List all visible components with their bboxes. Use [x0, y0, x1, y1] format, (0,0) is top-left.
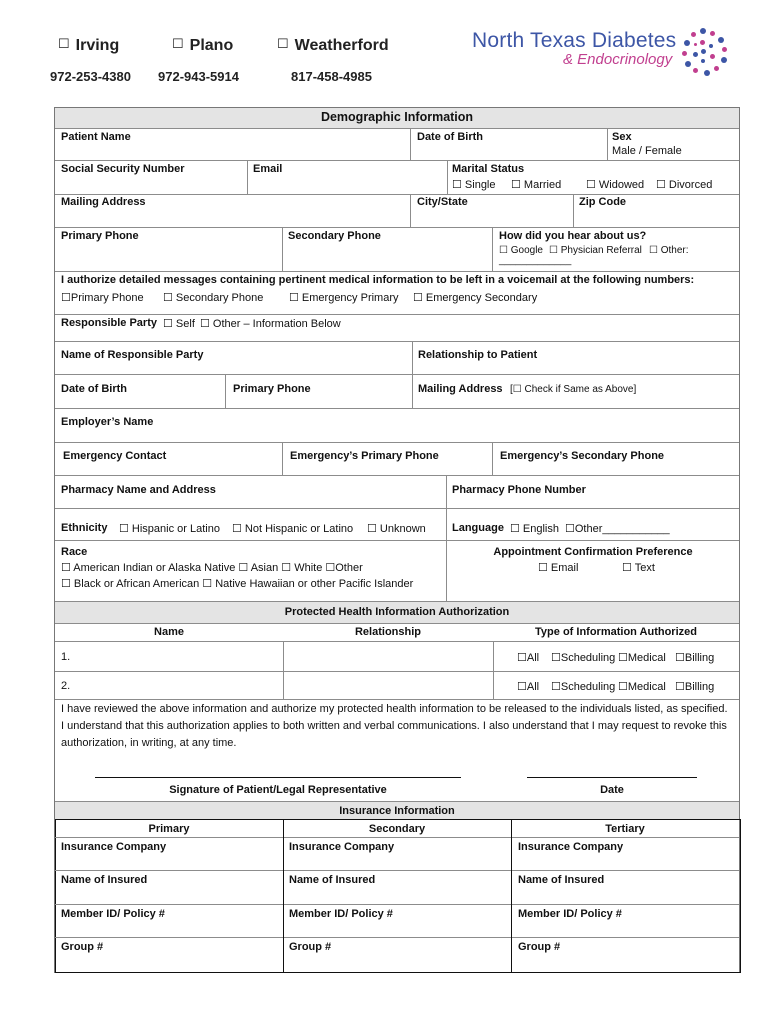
logo-line2: & Endocrinology [563, 51, 673, 68]
responsible-other[interactable]: ☐ Other – Information Below [200, 318, 341, 330]
language-english[interactable]: ☐ English [510, 523, 559, 535]
checkbox-weatherford[interactable]: ☐ [277, 36, 289, 51]
phi-col-relationship: Relationship [354, 626, 421, 638]
responsible-phone-label: Primary Phone [233, 383, 311, 395]
insurance-col-tertiary: Tertiary [605, 823, 645, 835]
location-weatherford[interactable] [277, 36, 389, 55]
tertiary-group: Group # [518, 941, 561, 953]
auth-emergency-secondary[interactable]: ☐ Emergency Secondary [413, 292, 538, 304]
marital-status-label: Marital Status [452, 163, 525, 175]
ssn-label: Social Security Number [61, 163, 185, 175]
auth-secondary-phone[interactable]: ☐ Secondary Phone [163, 292, 264, 304]
marital-divorced[interactable]: ☐ Divorced [656, 179, 713, 191]
location-plano[interactable] [172, 36, 233, 55]
checkbox-irving[interactable]: ☐ [58, 36, 70, 51]
sex-options[interactable]: Male / Female [612, 145, 682, 157]
primary-insurance-company: Insurance Company [61, 841, 167, 853]
phi-row-2-billing[interactable]: ☐Billing [675, 681, 715, 693]
emergency-primary-label: Emergency’s Primary Phone [290, 450, 439, 462]
phi-statement: I have reviewed the above information and authorize my protected health information to be released to the individuals listed, as specified. I understand that this authorization applies to both written and verbal communications. I also understand that I may request to revoke this authorization, in writing, at any time. [61, 703, 728, 749]
phi-row-1-num: 1. [61, 651, 71, 663]
auth-primary-phone[interactable]: ☐Primary Phone [61, 292, 144, 304]
checkbox-plano[interactable]: ☐ [172, 36, 184, 51]
marital-married[interactable]: ☐ Married [511, 179, 562, 191]
primary-phone-label: Primary Phone [61, 230, 139, 242]
secondary-phone-label: Secondary Phone [288, 230, 381, 242]
signature-label: Signature of Patient/Legal Representative [169, 784, 387, 796]
date-line[interactable] [527, 777, 697, 778]
date-label: Date [600, 784, 624, 796]
language-label: Language [452, 522, 504, 534]
race-label: Race [61, 546, 88, 558]
race-options-line2[interactable]: ☐ Black or African American ☐ Native Hawaiian or other Pacific Islander [61, 578, 414, 590]
ethnicity-unknown[interactable]: ☐ Unknown [367, 523, 426, 535]
zip-label: Zip Code [579, 196, 627, 208]
logo-dots-icon [678, 26, 732, 80]
secondary-group: Group # [289, 941, 332, 953]
primary-member-id: Member ID/ Policy # [61, 908, 165, 920]
hear-other-blank[interactable]: _____________ [499, 255, 572, 266]
tertiary-name-of-insured: Name of Insured [518, 874, 605, 886]
email-label: Email [253, 163, 283, 175]
insurance-col-secondary: Secondary [368, 823, 426, 835]
employer-label: Employer’s Name [61, 416, 154, 428]
responsible-name-label: Name of Responsible Party [61, 349, 204, 361]
logo-line1: North Texas Diabetes [472, 29, 677, 52]
phi-row-2-num: 2. [61, 680, 71, 692]
sex-label: Sex [612, 131, 632, 143]
pharmacy-phone-label: Pharmacy Phone Number [452, 484, 586, 496]
marital-single[interactable]: ☐ Single [452, 179, 496, 191]
hear-physician-referral[interactable]: ☐ Physician Referral [549, 245, 642, 256]
phi-col-type: Type of Information Authorized [535, 626, 697, 638]
phi-row-1-all[interactable]: ☐All [517, 652, 540, 664]
phone-weatherford: 817-458-4985 [291, 69, 372, 84]
emergency-secondary-label: Emergency’s Secondary Phone [500, 450, 665, 462]
phi-row-1-scheduling[interactable]: ☐Scheduling [551, 652, 616, 664]
ethnicity-hispanic[interactable]: ☐ Hispanic or Latino [119, 523, 220, 535]
mailing-address-label: Mailing Address [61, 196, 146, 208]
appt-email[interactable]: ☐ Email [538, 562, 579, 574]
signature-line[interactable] [95, 777, 461, 778]
phi-row-2-scheduling[interactable]: ☐Scheduling [551, 681, 616, 693]
hear-other[interactable]: ☐ Other: [649, 245, 689, 256]
phi-col-name: Name [154, 626, 184, 638]
ethnicity-not-hispanic[interactable]: ☐ Not Hispanic or Latino [232, 523, 354, 535]
patient-form [54, 107, 740, 973]
auth-emergency-primary[interactable]: ☐ Emergency Primary [289, 292, 399, 304]
phi-row-1-billing[interactable]: ☐Billing [675, 652, 715, 664]
insurance-col-primary: Primary [148, 823, 190, 835]
hear-google[interactable]: ☐ Google [499, 245, 543, 256]
secondary-name-of-insured: Name of Insured [289, 874, 376, 886]
phone-irving: 972-253-4380 [50, 69, 131, 84]
ethnicity-label: Ethnicity [61, 522, 108, 534]
same-as-above-checkbox[interactable]: [☐ Check if Same as Above] [510, 384, 637, 395]
responsible-party-label: Responsible Party [61, 317, 157, 329]
phi-title: Protected Health Information Authorization [284, 606, 510, 618]
secondary-member-id: Member ID/ Policy # [289, 908, 393, 920]
phi-row-2-all[interactable]: ☐All [517, 681, 540, 693]
primary-group: Group # [61, 941, 104, 953]
patient-name-label: Patient Name [61, 131, 131, 143]
language-other[interactable]: ☐Other___________ [565, 523, 670, 535]
pharmacy-label: Pharmacy Name and Address [61, 484, 216, 496]
emergency-contact-label: Emergency Contact [63, 450, 167, 462]
responsible-mailing-label: Mailing Address [418, 383, 503, 395]
phi-row-1-medical[interactable]: ☐Medical [618, 652, 666, 664]
relationship-label: Relationship to Patient [418, 349, 538, 361]
location-name: Irving [75, 37, 120, 54]
demographic-title: Demographic Information [320, 110, 474, 124]
primary-name-of-insured: Name of Insured [61, 874, 148, 886]
race-options-line1[interactable]: ☐ American Indian or Alaska Native ☐ Asian ☐ White ☐Other [61, 562, 363, 574]
tertiary-member-id: Member ID/ Policy # [518, 908, 622, 920]
appt-text[interactable]: ☐ Text [622, 562, 655, 574]
responsible-self[interactable]: ☐ Self [163, 318, 195, 330]
phi-row-2-medical[interactable]: ☐Medical [618, 681, 666, 693]
marital-widowed[interactable]: ☐ Widowed [586, 179, 645, 191]
hear-about-label: How did you hear about us? [499, 230, 647, 242]
authorize-message: I authorize detailed messages containing pertinent medical information to be left in a voicemail at the following numbers: [61, 274, 695, 286]
location-irving[interactable] [58, 36, 119, 55]
insurance-title: Insurance Information [339, 805, 455, 817]
phone-plano: 972-943-5914 [158, 69, 239, 84]
secondary-insurance-company: Insurance Company [289, 841, 395, 853]
tertiary-insurance-company: Insurance Company [518, 841, 624, 853]
city-state-label: City/State [417, 196, 468, 208]
location-name: Plano [189, 37, 234, 54]
responsible-dob-label: Date of Birth [61, 383, 127, 395]
location-name: Weatherford [294, 37, 389, 54]
appt-pref-label: Appointment Confirmation Preference [493, 546, 693, 558]
dob-label: Date of Birth [417, 131, 483, 143]
